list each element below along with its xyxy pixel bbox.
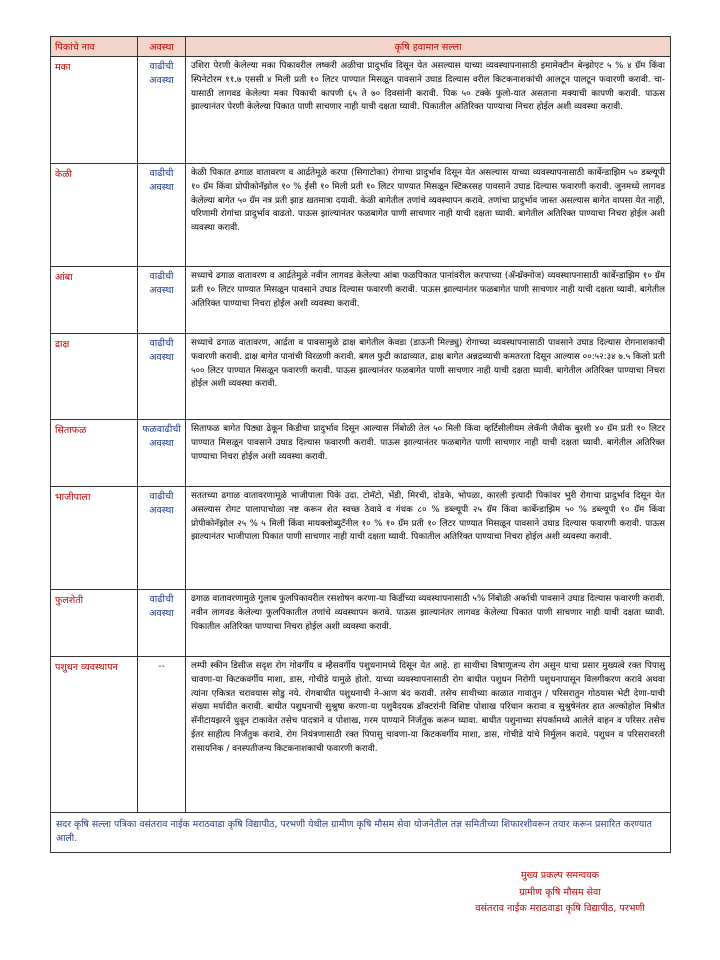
crop-name: पशुधन व्यवस्थापन	[51, 657, 138, 813]
crop-name: द्राक्ष	[51, 334, 138, 420]
table-header-row	[51, 37, 671, 57]
crop-advice: सध्याचे ढगाळ वातावरण व आर्द्रतेमुळे नवीन लागवड केलेल्या आंबा फळपिकात पानांवरील करपाच्या (ॲन्थ्रॅक्नोज) व्यवस्थापनासाठी कार्बेन्डाझिम १० ग्रॅम प्रती १० लिटर पाण्यात मिसळून पावसाने उघाड दिल्यास फवारणी करावी. पाऊस झाल्यानंतर फळबागेत पाणी साचणार नाही याची दक्षता घ्यावी. बागेतील अतिरिक्त पाण्याचा निचरा होईल अशी व्यवस्था करावी.	[186, 267, 671, 334]
crop-stage: वाढीची अवस्था	[138, 487, 186, 590]
header-advice: कृषि हवामान सल्ला	[186, 37, 671, 57]
footnote-text: सदर कृषि सल्ला पत्रिका वसंतराव नाईक मराठवाडा कृषि विद्यापीठ, परभणी येथील ग्रामीण कृषि मौसम सेवा योजनेतील तज्ञ समितीच्या शिफारशीवरून तयार करून प्रसारित करण्यात आली.	[51, 813, 671, 853]
table-row	[51, 420, 671, 487]
crop-stage: फळवाढीची अवस्था	[138, 420, 186, 487]
signature-university: वसंतराव नाईक मराठवाडा कृषि विद्यापीठ, परभणी	[475, 903, 645, 915]
crop-stage: वाढीची अवस्था	[138, 57, 186, 164]
table-row	[51, 487, 671, 590]
crop-stage: वाढीची अवस्था	[138, 590, 186, 657]
table-row	[51, 57, 671, 164]
crop-advice: सततच्या ढगाळ वातावरणामूळे भाजीपाला पिके उदा. टोमॅटो, भेंडी, मिरची, दोडके, भोपळा, कारली इत्यादी पिकांवर भुरी रोगाचा प्रादुर्भाव दिसून येत असल्यास रोगट पालापाचोळा नष्ट करून शेत स्वच्छ ठेवावे व गंधक ८० % डब्ल्यूपी २५ ग्रॅम किंवा कार्बेन्डाझिम ५० % डब्ल्यूपी १० ग्रॅम किंवा प्रोपीकोनॅझोल २५ % ५ मिली किंवा मायक्लोब्युटॅनील १० % १० ग्रॅम प्रती १० लिटर पाण्यात मिसळून पावसाने उघाड दिल्यास फवारणी करावी. पाऊस झाल्यानंतर भाजीपाला पिकात पाणी साचणार नाही याची दक्षता घ्यावी. पिकातील अतिरिक्त पाण्याचा निचरा होईल अशी व्यवस्था करावी.	[186, 487, 671, 590]
crop-name: भाजीपाला	[51, 487, 138, 590]
table-row	[51, 590, 671, 657]
signature-block	[430, 868, 690, 918]
crop-advice: सिताफळ बागेत पिठ्या ढेकून किडीचा प्रादुर्भाव दिसून आल्यास निंबोळी तेल ५० मिली किंवा व्हर्टिसीलीयम लेकॅनी जैवीक बुरशी ४० ग्रॅम प्रती १० लिटर पाण्यात मिसळून पावसाने उघाड दिल्यास फवारणी करावी. पाऊस झाल्यानंतर फळबागेत पाणी साचणार नाही याची दक्षता घ्यावी. बागेतील अतिरिक्त पाण्याचा निचरा होईल अशी व्यवस्था करावी.	[186, 420, 671, 487]
signature-designation: मुख्य प्रकल्प समन्वयक	[521, 870, 599, 881]
footnote-row	[51, 813, 671, 853]
table-row	[51, 164, 671, 267]
crop-advice: ढगाळ वातावरणामुळे गुलाब फुलपिकावरील रसशोषन करणा-या किडींच्या व्यवस्थापनासाठी ५% निंबोळी अर्काची पावसाने उघाड दिल्यास फवारणी करावी. नवीन लागवड केलेल्या फुलपिकातील तणांचे व्यवस्थापन करावे. पाऊस झाल्यानंतर लागवड केलेल्या पिकात पाणी साचणार नाही याची दक्षता घ्यावी. पिकातील अतिरिक्त पाण्याचा निचरा होईल अशी व्यवस्था करावी.	[186, 590, 671, 657]
crop-stage: --	[138, 657, 186, 813]
crop-stage: वाढीची अवस्था	[138, 334, 186, 420]
crop-advice: केळी पिकात ढगाळ वातावरण व आर्द्रतेमूळे करपा (सिगाटोका) रोगाचा प्रादुर्भाव दिसून येत असल्यास याच्या व्यवस्थापनासाठी कार्बेन्डाझिम ५० डब्ल्यूपी १० ग्रॅम किंवा प्रोपीकोनॅझोल १० % ईसी १० मिली प्रती १० लिटर पाण्यात मिसळून स्टिकरसह पावसाने उघाड दिल्यास फवारणी करावी. जुनमध्ये लागवड केलेल्या बागेत ५० ग्रॅम नत्र प्रती झाड खतमात्रा दयावी. केळी बागेतील तणांचे व्यवस्थापन करावे. तणांचा प्रादुर्भाव जास्त असल्यास बागेत वापसा येत नाही, परिणामी रोगांचा प्रादुर्भाव वाढतो. पाऊस झाल्यानंतर फळबागेत पाणी साचणार नाही याची दक्षता घ्यावी. बागेतील अतिरिक्त पाण्याचा निचरा होईल अशी व्यवस्था करावी.	[186, 164, 671, 267]
crop-advice: लम्पी स्कीन डिसीज सदृश रोग गोवर्गीय व म्हैसवर्गीय पशुधनामध्ये दिसून येत आहे. हा साथीचा विषाणूजन्य रोग असुन याचा प्रसार मुख्यत्वे रक्त पिपासु चावणा-या किटकवर्गीय माशा, डास, गोचीडे यामुळे होतो. याच्या व्यवस्थापनासाठी रोग बाधीत पशुधन निरोगी पशुधनापासून विलगीकरण करावे अथवा त्यांना एकित्रत चरावयास सोडु नये. रोगबाधीत पशुधनाची ने-आण बंद करावी. तसेच साथीच्या काळात गावातुन / परिसरातुन गोठयास भेटी देणा-याची संख्या मर्यादीत करावी. बाधीत पशुधनाची सुश्रुषा करणा-या पशुवैदयक डॉक्टरांनी विशिष्ट पोशाख परिधान करावा व सुश्रुषेनंतर हात अल्कोहोल मिश्रीत सॅनीटायझरने धुवून टाकावेत तसेच पादत्राने व पोशाख, गरम पाण्याने निर्जंतुक करून घ्यावा. बाधीत पशुनाच्या संपर्कामध्ये आलेले वाहन व परिसर तसेच ईतर साहीत्य निर्जंतुक करावे. रोग नियंत्रणासाठी रक्त पिपासु चावणा-या किटकवर्गीय माशा, डास, गोचीडे यांचे निर्मुलन करावे. पशुधन व परिसरावरती रासायनिक / वनस्पतीजन्य किटकनाशकाची फवारणी करावी.	[186, 657, 671, 813]
crop-name: मका	[51, 57, 138, 164]
crop-name: फुलशेती	[51, 590, 138, 657]
header-crop-name: पिकांचे नाव	[51, 37, 138, 57]
table-row	[51, 657, 671, 813]
crop-name: केळी	[51, 164, 138, 267]
crop-stage: वाढीची अवस्था	[138, 164, 186, 267]
table-row	[51, 334, 671, 420]
crop-name: सिताफळ	[51, 420, 138, 487]
crop-advice: सध्याचे ढगाळ वातावरण, आर्द्रता व पावसामुळे द्राक्ष बागेतील केवडा (डाऊनी मिल्ड्यु) रोगाच्या व्यवस्थापनासाठी पावसाने उघाड दिल्यास रोगनाशकाची फवारणी करावी. द्राक्ष बागेत पानांची विरळणी करावी. बगल फुटी काढाव्यात, द्राक्ष बागेत अन्नद्रव्याची कमतरता दिसून आल्यास ००:५२:३४ ७.५ किलो प्रती ५०० लिटर पाण्यात मिसळून फवारणी करावी. पाऊस झाल्यानंतर फळबागेत पाणी साचणार नाही याची दक्षता घ्यावी. बागेतील अतिरिक्त पाण्याचा निचरा होईल अशी व्यवस्था करावी.	[186, 334, 671, 420]
table-row	[51, 267, 671, 334]
crop-advice: उशिरा पेरणी केलेल्या मका पिकावरील लष्करी अळीचा प्रादुर्भाव दिसून येत असल्यास याच्या व्यवस्थापनासाठी इमामेक्टीन बेन्झोएट ५ % ४ ग्रॅम किंवा स्पिनेटोरम ११.७ एससी ४ मिली प्रती १० लिटर पाण्यात मिसळून पावसाने उघाड दिल्यास वरील किटकनाशकांची आलटून पालटून फवारणी करावी. चा-यासाठी लागवड केलेल्या मका पिकाची कापणी ६५ ते ७० दिवसांनी करावी. पिक ५० टक्के फुलो-यात असताना मक्याची कापणी करावी. पाऊस झाल्यानंतर पेरणी केलेल्या पिकात पाणी साचणार नाही याची दक्षता घ्यावी. पिकातील अतिरिक्त पाण्याचा निचरा होईल अशी व्यवस्था करावी.	[186, 57, 671, 164]
crop-name: आंबा	[51, 267, 138, 334]
advisory-table	[50, 36, 671, 853]
header-stage: अवस्था	[138, 37, 186, 57]
crop-stage: वाढीची अवस्था	[138, 267, 186, 334]
signature-service: ग्रामीण कृषि मौसम सेवा	[519, 886, 601, 898]
